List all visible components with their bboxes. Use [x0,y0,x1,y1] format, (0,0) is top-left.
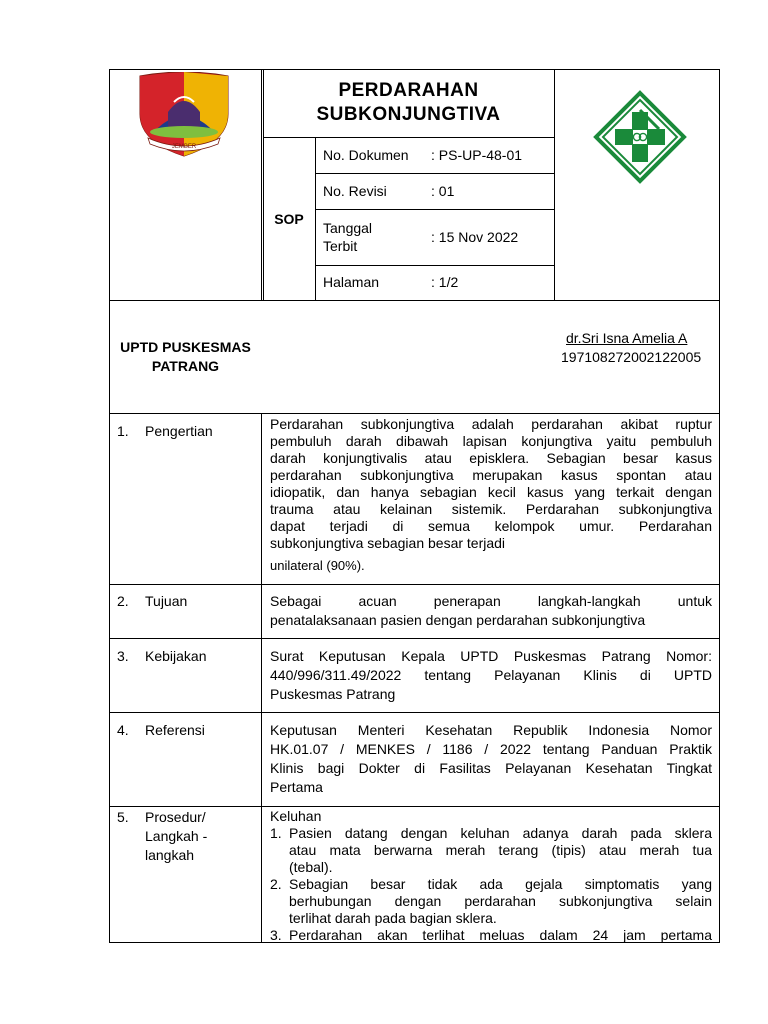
prosedur-item-number: 1. [270,825,282,841]
prosedur-item-number: 2. [270,876,282,892]
prosedur-item-number: 3. [270,927,282,943]
tujuan-line: penatalaksanaan pasien dengan perdarahan subkonjungtiva [270,612,646,628]
section-label-prosedur-line1: Prosedur/ [145,809,206,825]
pengertian-line: perdarahan subkonjungtiva merupakan kasus spontan atau [270,467,712,483]
issue-date-label-line2: Terbit [323,238,358,254]
org-name-line2: PATRANG [151,358,220,374]
prosedur-item-line: berhubungan dengan perdarahan subkonjungtiva selain [289,893,712,909]
svg-text:JEMBER: JEMBER [171,144,197,150]
kebijakan-line: 440/996/311.49/2022 tentang Pelayanan Klinis di UPTD [270,667,712,683]
page-label: Halaman [323,274,380,290]
pengertian-line: subkonjungtiva sebagian besar terjadi [270,535,506,551]
prosedur-item-line: Perdarahan akan terlihat meluas dalam 24 jam pertama [289,927,712,943]
section-number: 1. [117,423,129,439]
pengertian-line: darah konjungtivalis atau episklera. Sebagian besar kasus [270,450,712,466]
doc-number-label: No. Dokumen [323,147,409,163]
pengertian-extra-line: unilateral (90%). [270,558,365,573]
referensi-line: Klinis bagi Dokter di Fasilitas Pelayanan Kesehatan Tingkat [270,760,712,776]
pengertian-line: dapat terjadi di semua kelompok umur. Perdarahan [270,518,712,534]
document-title-line1: PERDARAHAN [338,80,479,101]
referensi-line: Pertama [270,779,323,795]
kemenkes-logo [593,90,687,184]
pengertian-line: trauma atau kelainan sistemik. Perdarahan subkonjungtiva [270,501,712,517]
section-number: 4. [117,722,129,738]
tujuan-line: Sebagai acuan penerapan langkah-langkah untuk [270,593,712,609]
jember-logo [134,72,234,158]
referensi-line: HK.01.07 / MENKES / 1186 / 2022 tentang Panduan Praktik [270,741,712,757]
pengertian-line: Perdarahan subkonjungtiva adalah perdarahan akibat ruptur [270,416,712,432]
prosedur-item-line: atau mata berwarna merah terang (tipis) atau merah tua [289,842,712,858]
sop-label: SOP [274,211,304,227]
kebijakan-line: Surat Keputusan Kepala UPTD Puskesmas Patrang Nomor: [270,648,712,664]
prosedur-item-line: (tebal). [289,859,333,875]
pengertian-line: pembuluh darah dibawah lapisan konjungtiva yaitu pembuluh [270,433,712,449]
org-name-line1: UPTD PUSKESMAS [120,339,251,355]
section-label-pengertian: Pengertian [145,423,213,439]
section-label-kebijakan: Kebijakan [145,648,207,664]
section-number: 3. [117,648,129,664]
issue-date-value: : 15 Nov 2022 [431,229,519,245]
doc-number-value: : PS-UP-48-01 [431,147,523,163]
revision-value: : 01 [431,183,455,199]
section-label-tujuan: Tujuan [145,593,188,609]
prosedur-item-line: terlihat darah pada bagian sklera. [289,910,497,926]
page-value: : 1/2 [431,274,459,290]
section-number: 5. [117,809,129,825]
section-number: 2. [117,593,129,609]
signer-id: 197108272002122005 [561,349,702,365]
prosedur-heading: Keluhan [270,808,322,824]
section-label-prosedur-line3: langkah [145,847,195,863]
referensi-line: Keputusan Menteri Kesehatan Republik Indonesia Nomor [270,722,712,738]
pengertian-line: idiopatik, dan hanya sebagian kecil kasus yang terkait dengan [270,484,712,500]
revision-label: No. Revisi [323,183,387,199]
document-title-line2: SUBKONJUNGTIVA [316,104,501,125]
prosedur-item-line: Sebagian besar tidak ada gejala simptomatis yang [289,876,712,892]
issue-date-label-line1: Tanggal [323,220,373,236]
prosedur-item-line: Pasien datang dengan keluhan adanya darah pada sklera [289,825,712,841]
section-label-referensi: Referensi [145,722,205,738]
signer-name: dr.Sri Isna Amelia A [566,330,688,346]
kebijakan-line: Puskesmas Patrang [270,686,396,702]
section-label-prosedur-line2: Langkah - [145,828,208,844]
